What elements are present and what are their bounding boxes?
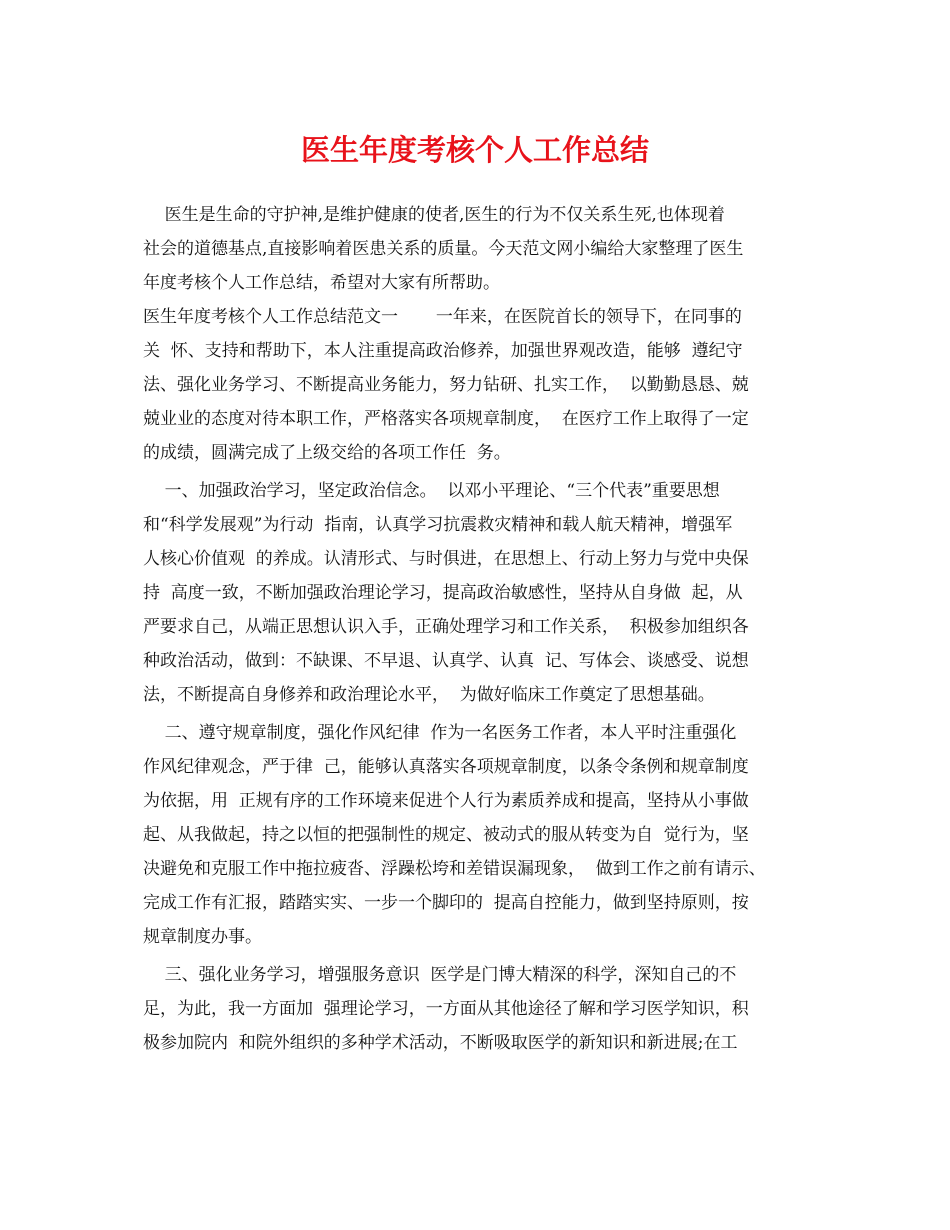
text-line: 关 怀、支持和帮助下，本人注重提高政治修养，加强世界观改造，能够 遵纪守 bbox=[143, 341, 743, 361]
paragraph-intro bbox=[143, 198, 813, 300]
text-line: 和“科学发展观”为行动 指南，认真学习抗震救灾精神和载人航天精神，增强军 bbox=[143, 515, 733, 535]
text-line: 医生是生命的守护神,是维护健康的使者,医生的行为不仅关系生死,也体现着 bbox=[143, 205, 725, 225]
text-line: 规章制度办事。 bbox=[143, 927, 262, 947]
paragraph-example-one bbox=[143, 300, 813, 470]
paragraph-section-three bbox=[143, 958, 813, 1060]
text-line: 二、遵守规章制度，强化作风纪律 作为一名医务工作者，本人平时注重强化 bbox=[143, 723, 737, 743]
text-line: 法，不断提高自身修养和政治理论水平， 为做好临床工作奠定了思想基础。 bbox=[143, 685, 715, 705]
paragraph-section-two bbox=[143, 716, 813, 954]
text-line: 法、强化业务学习、不断提高业务能力，努力钻研、扎实工作， 以勤勤恳恳、兢 bbox=[143, 375, 749, 395]
text-line: 的成绩，圆满完成了上级交给的各项工作任 务。 bbox=[143, 443, 511, 463]
text-line: 持 高度一致，不断加强政治理论学习，提高政治敏感性，坚持从自身做 起，从 bbox=[143, 583, 743, 603]
document-body bbox=[143, 198, 813, 1060]
text-line: 作风纪律观念，严于律 己，能够认真落实各项规章制度，以条令条例和规章制度 bbox=[143, 757, 749, 777]
text-line: 严要求自己，从端正思想认识入手，正确处理学习和工作关系， 积极参加组织各 bbox=[143, 617, 749, 637]
text-line: 兢业业的态度对待本职工作，严格落实各项规章制度， 在医疗工作上取得了一定 bbox=[143, 409, 749, 429]
text-line: 足，为此，我一方面加 强理论学习，一方面从其他途径了解和学习医学知识，积 bbox=[143, 999, 749, 1019]
text-line: 极参加院内 和院外组织的多种学术活动，不断吸取医学的新知识和新进展;在工 bbox=[143, 1033, 738, 1053]
text-line: 起、从我做起，持之以恒的把强制性的规定、被动式的服从转变为自 觉行为，坚 bbox=[143, 825, 749, 845]
text-line: 完成工作有汇报，踏踏实实、一步一个脚印的 提高自控能力，做到坚持原则，按 bbox=[143, 893, 749, 913]
text-line: 种政治活动，做到：不缺课、不早退、认真学、认真 记、写体会、谈感受、说想 bbox=[143, 651, 749, 671]
text-line: 一、加强政治学习，坚定政治信念。 以邓小平理论、“三个代表”重要思想 bbox=[143, 481, 720, 501]
text-line: 年度考核个人工作总结，希望对大家有所帮助。 bbox=[143, 273, 500, 293]
document-title: 医生年度考核个人工作总结 bbox=[300, 133, 649, 167]
paragraph-section-one bbox=[143, 474, 813, 712]
text-line: 社会的道德基点,直接影响着医患关系的质量。今天范文网小编给大家整理了医生 bbox=[143, 239, 744, 259]
text-line: 决避免和克服工作中拖拉疲沓、浮躁松垮和差错误漏现象， 做到工作之前有请示、 bbox=[143, 859, 766, 879]
text-line: 人核心价值观 的养成。认清形式、与时俱进，在思想上、行动上努力与党中央保 bbox=[143, 549, 749, 569]
text-line: 医生年度考核个人工作总结范文一 一年来，在医院首长的领导下，在同事的 bbox=[143, 307, 742, 327]
text-line: 为依据，用 正规有序的工作环境来促进个人行为素质养成和提高，坚持从小事做 bbox=[143, 791, 749, 811]
text-line: 三、强化业务学习，增强服务意识 医学是门博大精深的科学，深知自己的不 bbox=[143, 965, 737, 985]
